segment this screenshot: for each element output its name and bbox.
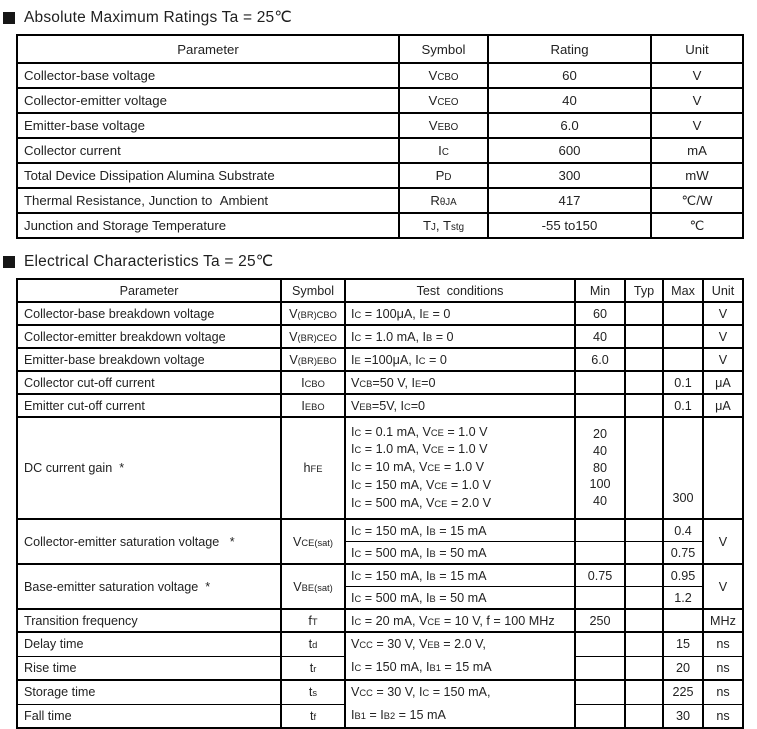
- parameter-cell: Delay time: [17, 632, 281, 656]
- test-conditions-cell-line: VCC = 30 V, IC = 150 mA,: [351, 685, 491, 699]
- rating-cell: 60: [488, 63, 651, 88]
- max-cell: 300: [663, 417, 703, 519]
- symbol-cell: V(BR)CBO: [281, 302, 345, 325]
- unit-cell: [703, 417, 743, 519]
- unit-cell: V: [651, 113, 743, 138]
- table-row: [17, 188, 743, 213]
- table-row: [17, 113, 743, 138]
- test-conditions-cell-line: IC = 10 mA, VCE = 1.0 V: [351, 460, 485, 475]
- unit-cell: ns: [703, 656, 743, 680]
- symbol-cell: fT: [281, 609, 345, 632]
- symbol-cell: TJ, Tstg: [399, 213, 488, 238]
- column-header-max: Max: [663, 279, 703, 302]
- electrical-characteristics-table: [16, 278, 744, 729]
- max-cell: [663, 325, 703, 348]
- table-row: [17, 138, 743, 163]
- column-header-symbol: Symbol: [281, 279, 345, 302]
- table-row: [17, 394, 743, 417]
- test-conditions-cell-line: IC = 0.1 mA, VCE = 1.0 V: [351, 424, 488, 439]
- min-cell-line: 40: [592, 494, 607, 509]
- unit-cell: V: [651, 63, 743, 88]
- symbol-cell: IC: [399, 138, 488, 163]
- min-cell-line: 20: [592, 427, 607, 441]
- typ-cell: [625, 371, 663, 394]
- min-cell: [575, 587, 625, 610]
- parameter-cell: Emitter-base breakdown voltage: [17, 348, 281, 371]
- table-row: [17, 325, 743, 348]
- min-cell-line: 100: [589, 477, 611, 492]
- min-cell: [575, 632, 625, 656]
- typ-cell: [625, 394, 663, 417]
- max-cell: 30: [663, 704, 703, 728]
- column-header-symbol: Symbol: [399, 35, 488, 63]
- table-row: [17, 632, 743, 656]
- rating-cell: 417: [488, 188, 651, 213]
- symbol-cell: IEBO: [281, 394, 345, 417]
- min-cell: 6.0: [575, 348, 625, 371]
- min-cell: [575, 394, 625, 417]
- symbol-cell: hFE: [281, 417, 345, 519]
- symbol-cell: VCBO: [399, 63, 488, 88]
- parameter-cell: Storage time: [17, 680, 281, 704]
- parameter-cell: Rise time: [17, 656, 281, 680]
- symbol-cell: td: [281, 632, 345, 656]
- min-cell-line: 40: [592, 443, 607, 458]
- section-title-absolute-maximum-ratings: [3, 8, 757, 27]
- max-cell: [663, 348, 703, 371]
- test-conditions-cell: IC = 100μA, IE = 0: [345, 302, 575, 325]
- column-header-unit: Unit: [703, 279, 743, 302]
- test-conditions-cell: IC = 1.0 mA, IB = 0: [345, 325, 575, 348]
- typ-cell: [625, 564, 663, 587]
- test-conditions-cell: [345, 680, 575, 728]
- test-conditions-cell-line: IC = 1.0 mA, VCE = 1.0 V: [351, 442, 488, 457]
- table-row: [17, 88, 743, 113]
- table-row: [17, 609, 743, 632]
- unit-cell: MHz: [703, 609, 743, 632]
- section-title-electrical-characteristics: [3, 252, 757, 271]
- min-cell: [575, 417, 625, 519]
- min-cell: 0.75: [575, 564, 625, 587]
- rating-cell: -55 to150: [488, 213, 651, 238]
- table-row: [17, 348, 743, 371]
- symbol-cell: tr: [281, 656, 345, 680]
- parameter-cell: Collector current: [17, 138, 399, 163]
- unit-cell: V: [703, 302, 743, 325]
- rating-cell: 600: [488, 138, 651, 163]
- parameter-cell: Fall time: [17, 704, 281, 728]
- symbol-cell: ts: [281, 680, 345, 704]
- table-row: [17, 63, 743, 88]
- unit-cell: ℃/W: [651, 188, 743, 213]
- unit-cell: V: [703, 348, 743, 371]
- max-cell: 0.95: [663, 564, 703, 587]
- typ-cell: [625, 417, 663, 519]
- test-conditions-cell: IC = 20 mA, VCE = 10 V, f = 100 MHz: [345, 609, 575, 632]
- test-conditions-cell: VCB=50 V, IE=0: [345, 371, 575, 394]
- min-cell: 250: [575, 609, 625, 632]
- column-header-parameter: Parameter: [17, 279, 281, 302]
- min-cell: [575, 704, 625, 728]
- max-cell: [663, 609, 703, 632]
- min-cell: [575, 371, 625, 394]
- table-row: [17, 371, 743, 394]
- section-bullet-icon: [3, 256, 15, 268]
- max-cell: 15: [663, 632, 703, 656]
- unit-cell: mA: [651, 138, 743, 163]
- header-row: [17, 35, 743, 63]
- parameter-cell: Collector-emitter voltage: [17, 88, 399, 113]
- unit-cell: μA: [703, 371, 743, 394]
- max-cell: 0.1: [663, 394, 703, 417]
- symbol-cell: VEBO: [399, 113, 488, 138]
- column-header-typ: Typ: [625, 279, 663, 302]
- column-header-unit: Unit: [651, 35, 743, 63]
- test-conditions-cell: VEB=5V, IC=0: [345, 394, 575, 417]
- min-cell: [575, 542, 625, 565]
- parameter-cell: Junction and Storage Temperature: [17, 213, 399, 238]
- min-cell: 40: [575, 325, 625, 348]
- parameter-cell: Collector cut-off current: [17, 371, 281, 394]
- typ-cell: [625, 680, 663, 704]
- table-row: [17, 680, 743, 704]
- table-row: [17, 213, 743, 238]
- column-header-min: Min: [575, 279, 625, 302]
- max-cell: 0.4: [663, 519, 703, 542]
- typ-cell: [625, 656, 663, 680]
- header-row: [17, 279, 743, 302]
- test-conditions-cell-line: IC = 150 mA, IB1 = 15 mA: [351, 660, 492, 674]
- unit-cell: mW: [651, 163, 743, 188]
- rating-cell: 300: [488, 163, 651, 188]
- symbol-cell: VCE(sat): [281, 519, 345, 564]
- test-conditions-cell-line: IC = 500 mA, VCE = 2.0 V: [351, 495, 492, 510]
- absolute-maximum-ratings-table: [16, 34, 744, 239]
- unit-cell: V: [703, 564, 743, 609]
- typ-cell: [625, 302, 663, 325]
- column-header-test-conditions: Test conditions: [345, 279, 575, 302]
- min-cell: 60: [575, 302, 625, 325]
- symbol-cell: V(BR)CEO: [281, 325, 345, 348]
- unit-cell: μA: [703, 394, 743, 417]
- max-cell: 0.75: [663, 542, 703, 565]
- symbol-cell: VBE(sat): [281, 564, 345, 609]
- typ-cell: [625, 587, 663, 610]
- table-row: [17, 302, 743, 325]
- test-conditions-cell: [345, 417, 575, 519]
- parameter-cell: Transition frequency: [17, 609, 281, 632]
- typ-cell: [625, 519, 663, 542]
- test-conditions-cell-line: IC = 150 mA, VCE = 1.0 V: [351, 477, 492, 492]
- max-cell: 0.1: [663, 371, 703, 394]
- parameter-cell: Emitter cut-off current: [17, 394, 281, 417]
- parameter-cell: Emitter-base voltage: [17, 113, 399, 138]
- unit-cell: ns: [703, 632, 743, 656]
- symbol-cell: RθJA: [399, 188, 488, 213]
- column-header-parameter: Parameter: [17, 35, 399, 63]
- unit-cell: V: [703, 519, 743, 564]
- table-row: [17, 163, 743, 188]
- section-title-text: Electrical Characteristics Ta = 25℃: [24, 253, 274, 270]
- parameter-cell: Collector-base voltage: [17, 63, 399, 88]
- unit-cell: ns: [703, 704, 743, 728]
- min-cell: [575, 680, 625, 704]
- symbol-cell: tf: [281, 704, 345, 728]
- parameter-cell: Collector-base breakdown voltage: [17, 302, 281, 325]
- unit-cell: V: [703, 325, 743, 348]
- test-conditions-cell-line: IB1 = IB2 = 15 mA: [351, 708, 446, 722]
- typ-cell: [625, 632, 663, 656]
- parameter-cell: Total Device Dissipation Alumina Substrate: [17, 163, 399, 188]
- parameter-cell: Base-emitter saturation voltage *: [17, 564, 281, 609]
- unit-cell: ns: [703, 680, 743, 704]
- test-conditions-cell: IE =100μA, IC = 0: [345, 348, 575, 371]
- typ-cell: [625, 348, 663, 371]
- section-title-text: Absolute Maximum Ratings Ta = 25℃: [24, 9, 292, 26]
- min-cell: [575, 519, 625, 542]
- symbol-cell: V(BR)EBO: [281, 348, 345, 371]
- parameter-cell: Thermal Resistance, Junction to Ambient: [17, 188, 399, 213]
- max-cell: 225: [663, 680, 703, 704]
- parameter-cell: Collector-emitter breakdown voltage: [17, 325, 281, 348]
- symbol-cell: PD: [399, 163, 488, 188]
- max-cell: 1.2: [663, 587, 703, 610]
- test-conditions-cell: IC = 150 mA, IB = 15 mA: [345, 564, 575, 587]
- test-conditions-cell-line: VCC = 30 V, VEB = 2.0 V,: [351, 637, 486, 651]
- parameter-cell: DC current gain *: [17, 417, 281, 519]
- min-cell-line: 80: [592, 460, 607, 475]
- typ-cell: [625, 609, 663, 632]
- symbol-cell: ICBO: [281, 371, 345, 394]
- min-cell: [575, 656, 625, 680]
- test-conditions-cell: IC = 500 mA, IB = 50 mA: [345, 587, 575, 610]
- parameter-cell: Collector-emitter saturation voltage *: [17, 519, 281, 564]
- rating-cell: 6.0: [488, 113, 651, 138]
- test-conditions-cell: [345, 632, 575, 680]
- typ-cell: [625, 704, 663, 728]
- typ-cell: [625, 542, 663, 565]
- max-cell: [663, 302, 703, 325]
- section-bullet-icon: [3, 12, 15, 24]
- max-cell: 20: [663, 656, 703, 680]
- table-row: [17, 519, 743, 542]
- rating-cell: 40: [488, 88, 651, 113]
- unit-cell: ℃: [651, 213, 743, 238]
- typ-cell: [625, 325, 663, 348]
- test-conditions-cell: IC = 150 mA, IB = 15 mA: [345, 519, 575, 542]
- test-conditions-cell: IC = 500 mA, IB = 50 mA: [345, 542, 575, 565]
- column-header-rating: Rating: [488, 35, 651, 63]
- table-row: [17, 417, 743, 519]
- unit-cell: V: [651, 88, 743, 113]
- table-row: [17, 564, 743, 587]
- symbol-cell: VCEO: [399, 88, 488, 113]
